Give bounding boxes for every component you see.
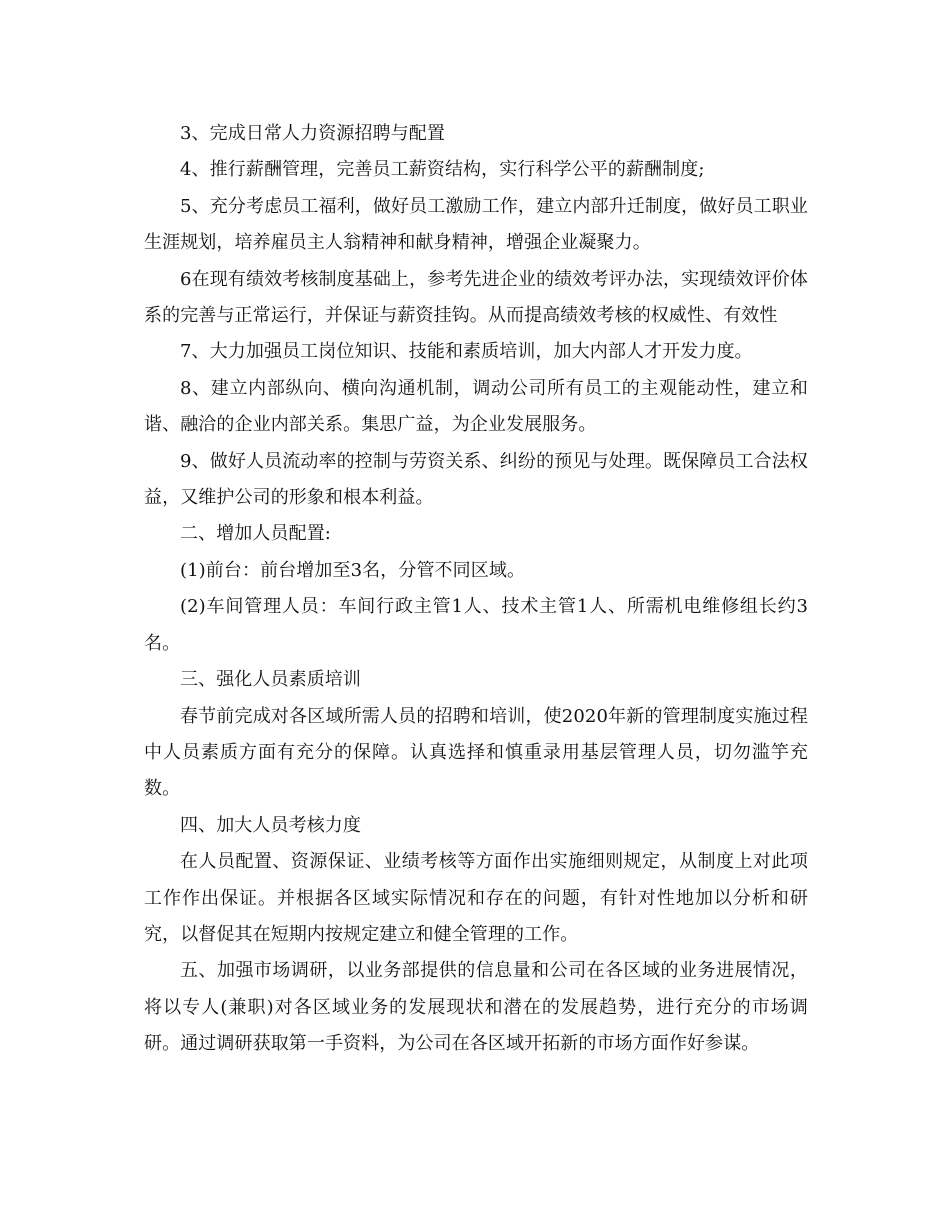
staffing-item-workshop: (2)车间管理人员：车间行政主管1人、技术主管1人、所需机电维修组长约3名。 [144,596,808,654]
document-body [144,116,808,1063]
paragraph-item-6: 6在现有绩效考核制度基础上，参考先进企业的绩效考评办法，实现绩效评价体系的完善与正常运行，并保证与薪资挂钩。从而提高绩效考核的权威性、有效性 [144,268,808,327]
section-heading-market-research: 五、加强市场调研，以业务部提供的信息量和公司在各区域的业务进展情况，将以专人(兼职)对各区域业务的发展现状和潜在的发展趋势，进行充分的市场调研。通过调研获取第一手资料，为公司在各区域开拓新的市场方面作好参谋。 [144,960,808,1055]
paragraph-item-7: 7、大力加强员工岗位知识、技能和素质培训，加大内部人才开发力度。 [180,341,753,363]
paragraph-item-8: 8、建立内部纵向、横向沟通机制，调动公司所有员工的主观能动性，建立和谐、融洽的企业内部关系。集思广益，为企业发展服务。 [144,377,808,436]
section-heading-staffing: 二、增加人员配置: [180,523,331,545]
paragraph-item-5: 5、充分考虑员工福利，做好员工激励工作，建立内部升迁制度，做好员工职业生涯规划，培养雇员主人翁精神和献身精神，增强企业凝聚力。 [144,195,808,254]
training-paragraph: 春节前完成对各区域所需人员的招聘和培训，使2020年新的管理制度实施过程中人员素质方面有充分的保障。认真选择和慎重录用基层管理人员，切勿滥竽充数。 [144,705,808,800]
paragraph-item-9: 9、做好人员流动率的控制与劳资关系、纠纷的预见与处理。既保障员工合法权益，又维护公司的形象和根本利益。 [144,450,808,509]
assessment-paragraph: 在人员配置、资源保证、业绩考核等方面作出实施细则规定，从制度上对此项工作作出保证。并根据各区域实际情况和存在的问题，有针对性地加以分析和研究，以督促其在短期内按规定建立和健全管理的工作。 [144,851,808,945]
paragraph-item-3: 3、完成日常人力资源招聘与配置 [180,123,445,144]
section-heading-assessment: 四、加大人员考核力度 [180,814,361,836]
staffing-item-front-desk: (1)前台：前台增加至3名，分管不同区域。 [180,559,526,581]
section-heading-training: 三、强化人员素质培训 [180,669,361,691]
paragraph-item-4: 4、推行薪酬管理，完善员工薪资结构，实行科学公平的薪酬制度; [180,159,705,181]
